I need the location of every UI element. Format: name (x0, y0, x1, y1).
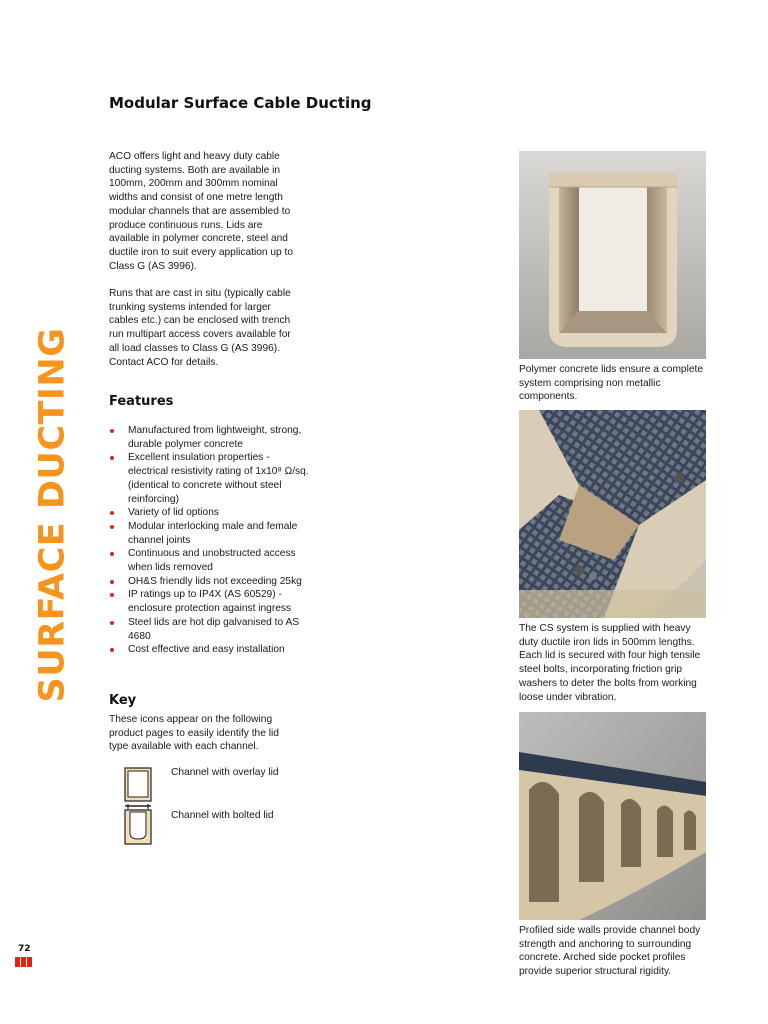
channel-overlay-lid-icon (124, 767, 152, 802)
feature-item: OH&S friendly lids not exceeding 25kg (109, 575, 309, 589)
page-title: Modular Surface Cable Ducting (109, 94, 372, 112)
photo-polymer-concrete-channel (519, 151, 706, 359)
feature-item: IP ratings up to IP4X (AS 60529) - enclosure protection against ingress (109, 588, 309, 615)
brand-mark-icon (15, 957, 32, 967)
photo-profiled-side-walls (519, 712, 706, 920)
features-list (109, 424, 309, 657)
feature-item: Cost effective and easy installation (109, 643, 309, 657)
features-heading: Features (109, 394, 174, 409)
key-label-overlay-lid: Channel with overlay lid (171, 767, 279, 778)
feature-item: Manufactured from lightweight, strong, durable polymer concrete (109, 424, 309, 451)
feature-item: Excellent insulation properties - electrical resistivity rating of 1x10⁸ Ω/sq. (identical to concrete without steel reinforcing) (109, 451, 309, 506)
section-side-title-text: SURFACE DUCTING (32, 327, 73, 703)
feature-item: Continuous and unobstructed access when lids removed (109, 547, 309, 574)
feature-item: Steel lids are hot dip galvanised to AS 4680 (109, 616, 309, 643)
section-side-title (32, 327, 73, 703)
caption-photo-1: Polymer concrete lids ensure a complete system comprising non metallic components. (519, 364, 704, 403)
photo-ductile-iron-lids (519, 410, 706, 618)
intro-paragraph-2: Runs that are cast in situ (typically cable trunking systems intended for larger cables etc.) can be enclosed with trench run multipart access covers available for all load classes to Class G (AS 3996). Contact ACO for details. (109, 288, 291, 368)
caption-photo-3: Profiled side walls provide channel body strength and anchoring to surrounding concrete. Arched side pocket profiles provide superior structural rigidity. (519, 925, 701, 978)
intro-paragraph-1: ACO offers light and heavy duty cable ducting systems. Both are available in 100mm, 200mm and 300mm nominal widths and consist of one metre length modular channels that are assembled to produce continuous runs. Lids are available in polymer concrete, steel and ductile iron to suit every application up to Class G (AS 3996). (109, 151, 294, 272)
page-number: 72 (18, 944, 31, 954)
channel-bolted-lid-icon (124, 804, 152, 845)
key-label-bolted-lid: Channel with bolted lid (171, 810, 274, 821)
key-description: These icons appear on the following product pages to easily identify the lid type available with each channel. (109, 714, 279, 753)
key-heading: Key (109, 693, 137, 708)
caption-photo-2: The CS system is supplied with heavy duty ductile iron lids in 500mm lengths. Each lid is secured with four high tensile steel bolts, incorporating friction grip washers to deter the bolts from working loose under vibration. (519, 623, 701, 703)
feature-item: Modular interlocking male and female channel joints (109, 520, 309, 547)
feature-item: Variety of lid options (109, 506, 309, 520)
